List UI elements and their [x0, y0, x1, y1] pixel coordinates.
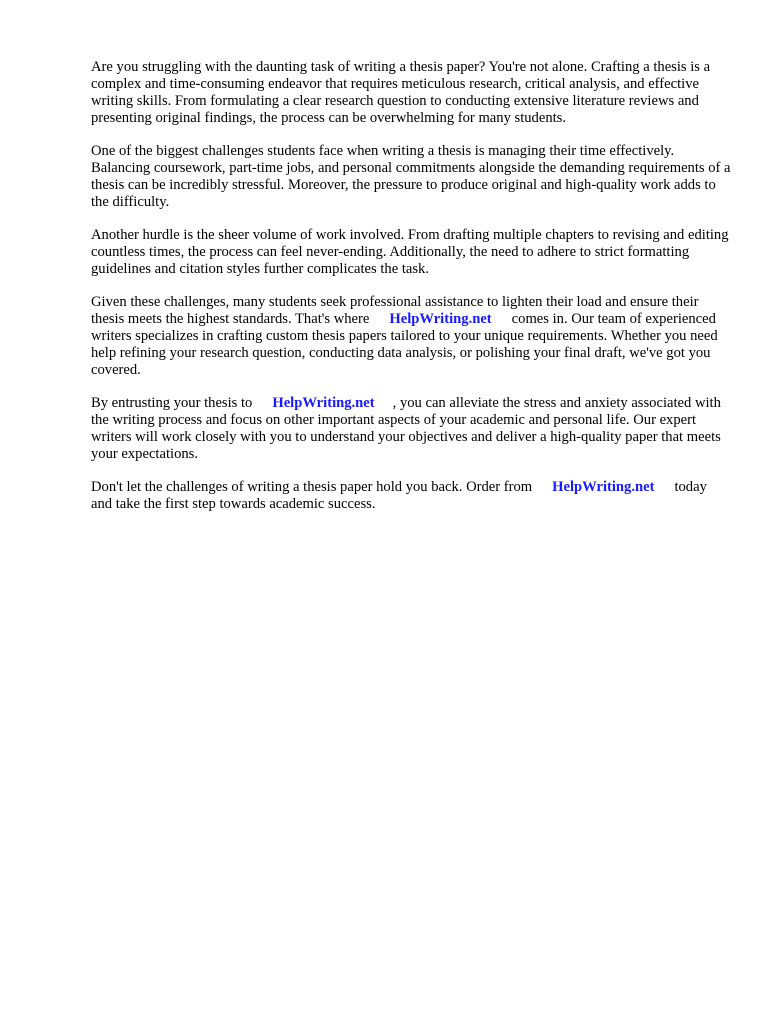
helpwriting-link[interactable]: HelpWriting.net: [552, 479, 655, 495]
helpwriting-link[interactable]: HelpWriting.net: [272, 395, 375, 411]
document-page: [91, 59, 731, 529]
paragraph-entrusting-text-end: , you can alleviate the stress and anxiety associated with the writing process and focus on other important aspects of your academic and personal life. Our expert writers will work closely with you to understand your objectives and deliver a high-quality paper that meets your expectations.: [91, 395, 721, 462]
paragraph-cta-text-start: Don't let the challenges of writing a thesis paper hold you back. Order from: [91, 479, 533, 495]
paragraph-entrusting: [91, 395, 731, 463]
paragraph-time-management: One of the biggest challenges students face when writing a thesis is managing their time effectively. Balancing coursework, part-time jobs, and personal commitments alongside the demanding requirements of a thesis can be incredibly stressful. Moreover, the pressure to produce original and high-quality work adds to the difficulty.: [91, 143, 731, 210]
paragraph-assistance-text-end: comes in. Our team of experienced writers specializes in crafting custom thesis papers tailored to your unique requirements. Whether you need help refining your research question, conducting data analysis, or polishing your final draft, we've got you covered.: [91, 311, 718, 378]
paragraph-assistance-text-start: Given these challenges, many students seek professional assistance to lighten their load and ensure their thesis meets the highest standards. That's where: [91, 294, 699, 327]
paragraph-assistance: [91, 294, 731, 379]
paragraph-intro: Are you struggling with the daunting task of writing a thesis paper? You're not alone. Crafting a thesis is a complex and time-consuming endeavor that requires meticulous research, critical analysis, and effective writing skills. From formulating a clear research question to conducting extensive literature reviews and presenting original findings, the process can be overwhelming for many students.: [91, 59, 711, 126]
paragraph-workload: Another hurdle is the sheer volume of work involved. From drafting multiple chapters to revising and editing countless times, the process can feel never-ending. Additionally, the need to adhere to strict formatting guidelines and citation styles further complicates the task.: [91, 227, 729, 277]
paragraph-call-to-action: [91, 479, 731, 513]
paragraph-entrusting-text-start: By entrusting your thesis to: [91, 395, 253, 411]
helpwriting-link[interactable]: HelpWriting.net: [389, 311, 492, 327]
paragraph-cta-text-end: today and take the first step towards academic success.: [91, 479, 707, 512]
